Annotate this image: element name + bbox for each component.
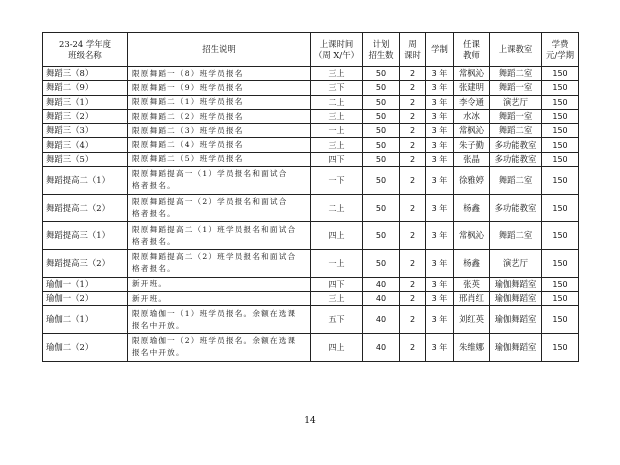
duration-cell: 3 年: [426, 250, 454, 278]
description-cell: [128, 124, 311, 138]
fee-cell: 150: [542, 124, 579, 138]
classroom-cell: 多功能教室: [490, 138, 542, 152]
header-duration: 学制: [426, 33, 454, 67]
description-line: 新开班。: [132, 293, 168, 303]
description-line: 报名中开放。: [132, 348, 185, 358]
class-name-cell: 舞蹈三（1）: [43, 95, 128, 109]
fee-cell: 150: [542, 138, 579, 152]
table-row: [43, 194, 579, 222]
planned-enrollment-cell: 50: [363, 124, 400, 138]
class-time-cell: 三下: [311, 81, 363, 95]
description-line: 限原舞蹈二（4）班学员报名: [132, 140, 244, 150]
class-time-cell: 四下: [311, 277, 363, 291]
table-row: [43, 67, 579, 81]
fee-cell: 150: [542, 167, 579, 195]
classroom-cell: 舞蹈一室: [490, 81, 542, 95]
planned-enrollment-cell: 50: [363, 250, 400, 278]
classroom-cell: 演艺厅: [490, 95, 542, 109]
teacher-cell: 常枫沁: [454, 222, 490, 250]
header-description: 招生说明: [128, 33, 311, 67]
duration-cell: 3 年: [426, 152, 454, 166]
table-row: [43, 250, 579, 278]
description-line: 限原舞蹈一（9）班学员报名: [132, 82, 244, 92]
duration-cell: 3 年: [426, 81, 454, 95]
table-row: [43, 81, 579, 95]
classroom-cell: 瑜伽舞蹈室: [490, 292, 542, 306]
description-cell: [128, 222, 311, 250]
description-line: 限原舞蹈二（3）班学员报名: [132, 125, 244, 135]
description-line: 限原舞蹈一（8）班学员报名: [132, 68, 244, 78]
class-time-cell: 三上: [311, 109, 363, 123]
teacher-cell: 徐雅婷: [454, 167, 490, 195]
class-time-cell: 三上: [311, 67, 363, 81]
planned-enrollment-cell: 50: [363, 95, 400, 109]
fee-cell: 150: [542, 222, 579, 250]
table-row: [43, 109, 579, 123]
classroom-cell: 瑜伽舞蹈室: [490, 334, 542, 362]
duration-cell: 3 年: [426, 167, 454, 195]
weekly-hours-cell: 2: [400, 67, 426, 81]
classroom-cell: 舞蹈二室: [490, 124, 542, 138]
description-cell: [128, 95, 311, 109]
weekly-hours-cell: 2: [400, 292, 426, 306]
teacher-cell: 杨鑫: [454, 250, 490, 278]
description-line: 格者报名。: [132, 209, 176, 219]
weekly-hours-cell: 2: [400, 306, 426, 334]
class-name-cell: 舞蹈提高三（1）: [43, 222, 128, 250]
planned-enrollment-cell: 50: [363, 194, 400, 222]
header-class-time: 上课时间 （周 X/午）: [311, 33, 363, 67]
fee-cell: 150: [542, 81, 579, 95]
description-cell: [128, 67, 311, 81]
class-name-cell: 舞蹈提高二（2）: [43, 194, 128, 222]
classroom-cell: 多功能教室: [490, 194, 542, 222]
teacher-cell: 张建明: [454, 81, 490, 95]
description-line: 格者报名。: [132, 264, 176, 274]
description-line: 报名中开放。: [132, 320, 185, 330]
description-cell: [128, 109, 311, 123]
table-row: [43, 222, 579, 250]
description-cell: [128, 138, 311, 152]
class-name-cell: 舞蹈三（5）: [43, 152, 128, 166]
duration-cell: 3 年: [426, 334, 454, 362]
class-name-cell: 舞蹈提高二（1）: [43, 167, 128, 195]
description-cell: [128, 250, 311, 278]
planned-enrollment-cell: 50: [363, 138, 400, 152]
fee-cell: 150: [542, 277, 579, 291]
weekly-hours-cell: 2: [400, 152, 426, 166]
header-fee: 学费 元/学期: [542, 33, 579, 67]
classroom-cell: 演艺厅: [490, 250, 542, 278]
duration-cell: 3 年: [426, 292, 454, 306]
description-line: 限原瑜伽一（1）班学员报名。余额在选课: [132, 308, 297, 318]
class-name-cell: 舞蹈三（3）: [43, 124, 128, 138]
class-time-cell: 四上: [311, 222, 363, 250]
weekly-hours-cell: 2: [400, 95, 426, 109]
table-row: [43, 277, 579, 291]
class-name-cell: 舞蹈三（2）: [43, 109, 128, 123]
description-line: 限原舞蹈二（2）班学员报名: [132, 111, 244, 121]
classroom-cell: 舞蹈一室: [490, 109, 542, 123]
teacher-cell: 邢肖红: [454, 292, 490, 306]
duration-cell: 3 年: [426, 109, 454, 123]
teacher-cell: 朱维娜: [454, 334, 490, 362]
class-time-cell: 二上: [311, 194, 363, 222]
table-body: [43, 67, 579, 362]
class-name-cell: 舞蹈二（9）: [43, 81, 128, 95]
planned-enrollment-cell: 40: [363, 306, 400, 334]
description-line: 限原舞蹈二（1）班学员报名: [132, 97, 244, 107]
class-time-cell: 一上: [311, 250, 363, 278]
duration-cell: 3 年: [426, 222, 454, 250]
weekly-hours-cell: 2: [400, 167, 426, 195]
class-time-cell: 五下: [311, 306, 363, 334]
duration-cell: 3 年: [426, 138, 454, 152]
weekly-hours-cell: 2: [400, 222, 426, 250]
table-row: [43, 306, 579, 334]
class-name-cell: 舞蹈提高三（2）: [43, 250, 128, 278]
table-row: [43, 292, 579, 306]
planned-enrollment-cell: 50: [363, 167, 400, 195]
description-line: 格者报名。: [132, 236, 176, 246]
description-cell: [128, 81, 311, 95]
class-time-cell: 一下: [311, 167, 363, 195]
teacher-cell: 李令通: [454, 95, 490, 109]
weekly-hours-cell: 2: [400, 194, 426, 222]
fee-cell: 150: [542, 152, 579, 166]
fee-cell: 150: [542, 250, 579, 278]
planned-enrollment-cell: 40: [363, 292, 400, 306]
weekly-hours-cell: 2: [400, 109, 426, 123]
teacher-cell: 水冰: [454, 109, 490, 123]
weekly-hours-cell: 2: [400, 138, 426, 152]
fee-cell: 150: [542, 306, 579, 334]
class-time-cell: 三上: [311, 292, 363, 306]
teacher-cell: 常枫沁: [454, 124, 490, 138]
weekly-hours-cell: 2: [400, 81, 426, 95]
teacher-cell: 常枫沁: [454, 67, 490, 81]
description-line: 限原舞蹈二（5）班学员报名: [132, 154, 244, 164]
duration-cell: 3 年: [426, 277, 454, 291]
classroom-cell: 瑜伽舞蹈室: [490, 277, 542, 291]
description-line: 新开班。: [132, 279, 168, 289]
classroom-cell: 舞蹈二室: [490, 67, 542, 81]
classroom-cell: 舞蹈二室: [490, 167, 542, 195]
classroom-cell: 舞蹈二室: [490, 222, 542, 250]
teacher-cell: 张英: [454, 277, 490, 291]
weekly-hours-cell: 2: [400, 124, 426, 138]
fee-cell: 150: [542, 292, 579, 306]
class-name-cell: 瑜伽一（1）: [43, 277, 128, 291]
page-number: 14: [304, 416, 316, 426]
planned-enrollment-cell: 50: [363, 222, 400, 250]
table-row: [43, 334, 579, 362]
header-teacher: 任课 教师: [454, 33, 490, 67]
document-page: [42, 32, 578, 362]
fee-cell: 150: [542, 194, 579, 222]
fee-cell: 150: [542, 334, 579, 362]
table-row: [43, 138, 579, 152]
class-time-cell: 三上: [311, 138, 363, 152]
class-name-cell: 瑜伽二（1）: [43, 306, 128, 334]
description-cell: [128, 292, 311, 306]
description-cell: [128, 277, 311, 291]
class-name-cell: 舞蹈三（4）: [43, 138, 128, 152]
description-cell: [128, 194, 311, 222]
teacher-cell: 刘红英: [454, 306, 490, 334]
header-classroom: 上课教室: [490, 33, 542, 67]
table-row: [43, 167, 579, 195]
planned-enrollment-cell: 50: [363, 67, 400, 81]
planned-enrollment-cell: 50: [363, 109, 400, 123]
description-line: 限原瑜伽一（2）班学员报名。余额在选课: [132, 336, 297, 346]
class-time-cell: 四下: [311, 152, 363, 166]
table-row: [43, 124, 579, 138]
weekly-hours-cell: 2: [400, 277, 426, 291]
duration-cell: 3 年: [426, 194, 454, 222]
duration-cell: 3 年: [426, 95, 454, 109]
classroom-cell: 多功能教室: [490, 152, 542, 166]
description-line: 限原舞蹈提高一（2）学员报名和面试合: [132, 197, 288, 207]
fee-cell: 150: [542, 67, 579, 81]
description-line: 限原舞蹈提高二（2）班学员报名和面试合: [132, 252, 297, 262]
duration-cell: 3 年: [426, 124, 454, 138]
description-cell: [128, 306, 311, 334]
fee-cell: 150: [542, 95, 579, 109]
header-class-name: 23-24 学年度 班级名称: [43, 33, 128, 67]
header-weekly-hours: 周 课时: [400, 33, 426, 67]
teacher-cell: 朱子勤: [454, 138, 490, 152]
planned-enrollment-cell: 40: [363, 334, 400, 362]
duration-cell: 3 年: [426, 67, 454, 81]
table-header-row: [43, 33, 579, 67]
teacher-cell: 张晶: [454, 152, 490, 166]
duration-cell: 3 年: [426, 306, 454, 334]
planned-enrollment-cell: 50: [363, 152, 400, 166]
description-line: 限原舞蹈提高二（1）班学员报名和面试合: [132, 224, 297, 234]
fee-cell: 150: [542, 109, 579, 123]
planned-enrollment-cell: 50: [363, 81, 400, 95]
description-cell: [128, 152, 311, 166]
weekly-hours-cell: 2: [400, 250, 426, 278]
header-planned-enrollment: 计划 招生数: [363, 33, 400, 67]
class-name-cell: 舞蹈三（8）: [43, 67, 128, 81]
description-cell: [128, 334, 311, 362]
class-schedule-table: [42, 32, 579, 362]
class-time-cell: 一上: [311, 124, 363, 138]
teacher-cell: 杨鑫: [454, 194, 490, 222]
description-cell: [128, 167, 311, 195]
class-name-cell: 瑜伽一（2）: [43, 292, 128, 306]
classroom-cell: 瑜伽舞蹈室: [490, 306, 542, 334]
class-time-cell: 四上: [311, 334, 363, 362]
description-line: 格者报名。: [132, 181, 176, 191]
weekly-hours-cell: 2: [400, 334, 426, 362]
table-row: [43, 152, 579, 166]
planned-enrollment-cell: 40: [363, 277, 400, 291]
description-line: 限原舞蹈提高一（1）学员报名和面试合: [132, 169, 288, 179]
class-name-cell: 瑜伽二（2）: [43, 334, 128, 362]
table-row: [43, 95, 579, 109]
class-time-cell: 二上: [311, 95, 363, 109]
